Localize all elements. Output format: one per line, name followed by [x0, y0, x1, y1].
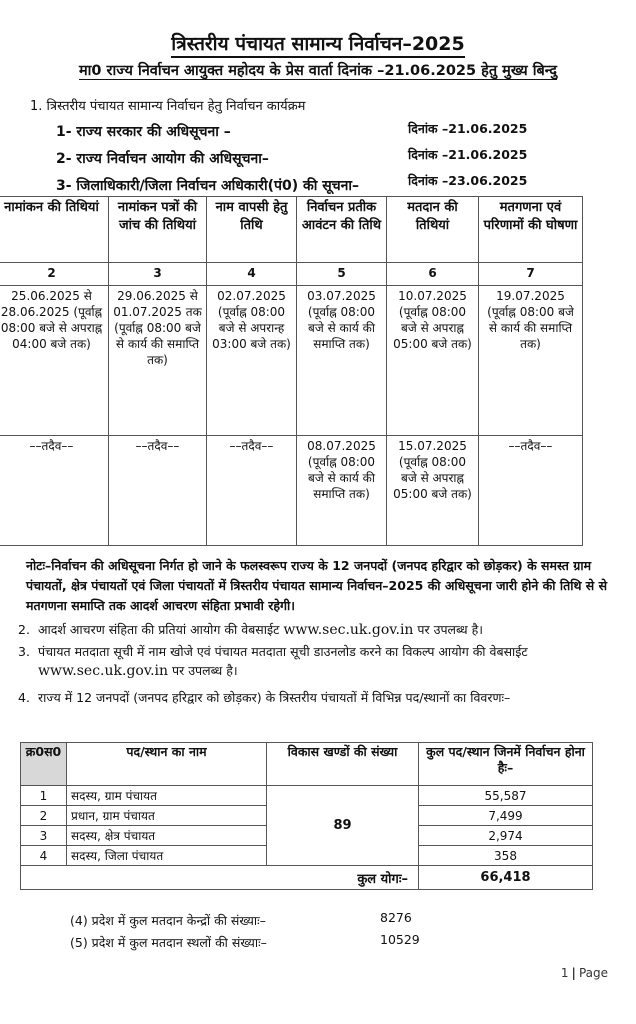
serial-number: 4 — [21, 846, 67, 866]
schedule-item-2: 2- राज्य निर्वाचन आयोग की अधिसूचना– — [56, 151, 269, 167]
post-name: सदस्य, जिला पंचायत — [67, 846, 267, 866]
schedule-cell: ––तदैव–– — [109, 436, 207, 546]
posts-header-row — [21, 743, 593, 786]
page-footer: 1 | Page — [560, 966, 608, 980]
polling-centres-label: (4) प्रदेश में कुल मतदान केन्द्रों की संख्याः– — [70, 913, 266, 928]
schedule-item-1: 1- राज्य सरकार की अधिसूचना – — [56, 124, 231, 140]
schedule-header: मतदान की तिथियां — [387, 197, 479, 263]
schedule-table — [0, 196, 583, 546]
polling-sites-label: (5) प्रदेश में कुल मतदान स्थलों की संख्याः– — [70, 935, 267, 950]
schedule-row-phase-1 — [0, 286, 583, 436]
post-name: प्रधान, ग्राम पंचायत — [67, 806, 267, 826]
polling-centres-value: 8276 — [380, 910, 412, 925]
schedule-row-phase-2 — [0, 436, 583, 546]
schedule-cell: 25.06.2025 से 28.06.2025 (पूर्वाह्न 08:00 बजे से अपराह्न 04:00 बजे तक) — [0, 286, 109, 436]
posts-header: क्र0स0 — [21, 743, 67, 786]
schedule-cell: 03.07.2025 (पूर्वाह्न 08:00 बजे से कार्य की समाप्ति तक) — [297, 286, 387, 436]
column-number: 2 — [0, 263, 109, 286]
schedule-header-row — [0, 197, 583, 263]
post-name: सदस्य, क्षेत्र पंचायत — [67, 826, 267, 846]
total-row — [21, 866, 593, 890]
document-subtitle: मा0 राज्य निर्वाचन आयुक्त महोदय के प्रेस वार्ता दिनांक –21.06.2025 हेतु मुख्य बिन्दु — [78, 63, 557, 79]
document-title: त्रिस्तरीय पंचायत सामान्य निर्वाचन–2025 — [0, 30, 636, 56]
schedule-header: नामांकन पत्रों की जांच की तिथियां — [109, 197, 207, 263]
schedule-header: मतगणना एवं परिणामों की घोषणा — [479, 197, 583, 263]
page-word: Page — [578, 966, 608, 980]
posts-table — [20, 742, 593, 890]
blocks-count: 89 — [267, 786, 419, 866]
schedule-cell: 02.07.2025 (पूर्वाह्न 08:00 बजे से अपरान्ह 03:00 बजे तक) — [207, 286, 297, 436]
schedule-cell: ––तदैव–– — [207, 436, 297, 546]
schedule-item-2-date: दिनांक –21.06.2025 — [408, 147, 528, 162]
schedule-number-row — [0, 263, 583, 286]
schedule-cell: 19.07.2025 (पूर्वाह्न 08:00 बजे से कार्य की समाप्ति तक) — [479, 286, 583, 436]
column-number: 4 — [207, 263, 297, 286]
posts-header: कुल पद/स्थान जिनमें निर्वाचन होना हैः– — [419, 743, 593, 786]
schedule-cell: ––तदैव–– — [0, 436, 109, 546]
point-2: 2. आदर्श आचरण संहिता की प्रतियां आयोग की वेबसाईट www.sec.uk.gov.in पर उपलब्ध है। — [18, 622, 483, 638]
schedule-cell: ––तदैव–– — [479, 436, 583, 546]
schedule-item-1-date: दिनांक –21.06.2025 — [408, 121, 528, 136]
schedule-item-3-date: दिनांक –23.06.2025 — [408, 173, 528, 188]
table-row — [21, 786, 593, 806]
post-count: 2,974 — [419, 826, 593, 846]
schedule-cell: 15.07.2025 (पूर्वाह्न 08:00 बजे से अपराह्न 05:00 बजे तक) — [387, 436, 479, 546]
column-number: 3 — [109, 263, 207, 286]
post-count: 358 — [419, 846, 593, 866]
total-value: 66,418 — [419, 866, 593, 890]
schedule-header: नामांकन की तिथियां — [0, 197, 109, 263]
section1-heading: 1. त्रिस्तरीय पंचायत सामान्य निर्वाचन हेतु निर्वाचन कार्यक्रम — [30, 99, 306, 114]
schedule-cell: 08.07.2025 (पूर्वाह्न 08:00 बजे से कार्य की समाप्ति तक) — [297, 436, 387, 546]
column-number: 5 — [297, 263, 387, 286]
posts-header: पद/स्थान का नाम — [67, 743, 267, 786]
post-count: 55,587 — [419, 786, 593, 806]
schedule-header: निर्वाचन प्रतीक आवंटन की तिथि — [297, 197, 387, 263]
column-number: 6 — [387, 263, 479, 286]
total-label: कुल योगः– — [21, 866, 419, 890]
post-count: 7,499 — [419, 806, 593, 826]
schedule-item-3: 3- जिलाधिकारी/जिला निर्वाचन अधिकारी(पं0) की सूचना– — [56, 178, 360, 194]
posts-header: विकास खण्डों की संख्या — [267, 743, 419, 786]
serial-number: 3 — [21, 826, 67, 846]
post-name: सदस्य, ग्राम पंचायत — [67, 786, 267, 806]
website-link[interactable]: www.sec.uk.gov.in — [38, 663, 169, 679]
point-4: 4. राज्य में 12 जनपदों (जनपद हरिद्वार को छोड़कर) के त्रिस्तरीय पंचायतों में विभिन्न पद/स्थानों का विवरणः– — [18, 690, 511, 705]
website-link[interactable]: www.sec.uk.gov.in — [283, 622, 414, 638]
schedule-cell: 10.07.2025 (पूर्वाह्न 08:00 बजे से अपराह्न 05:00 बजे तक) — [387, 286, 479, 436]
schedule-cell: 29.06.2025 से 01.07.2025 तक (पूर्वाह्न 08:00 बजे से कार्य की समाप्ति तक) — [109, 286, 207, 436]
point-3: 3. पंचायत मतदाता सूची में नाम खोजे एवं पंचायत मतदाता सूची डाउनलोड करने का विकल्प आयोग की वेबसाईट www.sec.uk.gov.in पर उपलब्ध है। — [18, 644, 528, 679]
page-number: 1 — [560, 966, 569, 980]
polling-sites-value: 10529 — [380, 932, 420, 947]
serial-number: 1 — [21, 786, 67, 806]
serial-number: 2 — [21, 806, 67, 826]
schedule-header: नाम वापसी हेतु तिथि — [207, 197, 297, 263]
column-number: 7 — [479, 263, 583, 286]
code-of-conduct-note: नोटः–निर्वाचन की अधिसूचना निर्गत हो जाने के फलस्वरूप राज्य के 12 जनपदों (जनपद हरिद्वार को छोड़कर) के समस्त ग्राम पंचायतों, क्षेत्र पंचायतों एवं जिला पंचायतों में त्रिस्तरीय पंचायत सामान्य निर्वाचन–2025 की अधिसूचना जारी होने की तिथि से से मतगणना समाप्ति तक आदर्श आचरण संहिता प्रभावी रहेगी। — [26, 558, 608, 613]
